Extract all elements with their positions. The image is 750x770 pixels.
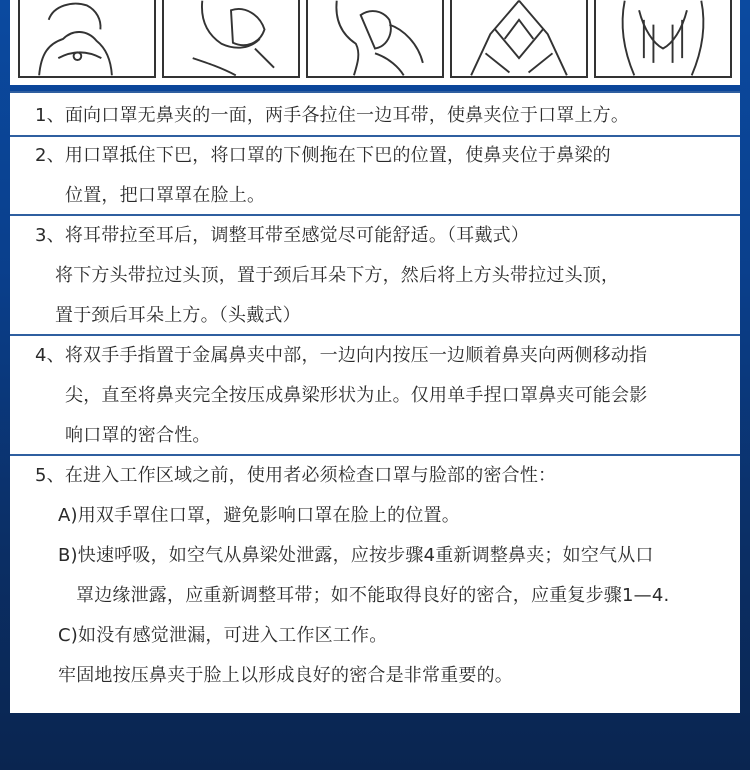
step-4-line-3: 响口罩的密合性。 — [65, 425, 211, 446]
separator — [10, 334, 740, 336]
illustration-strip — [10, 0, 740, 85]
step-5-item-c: C)如没有感觉泄漏，可进入工作区工作。 — [58, 625, 388, 646]
mask-under-chin-icon — [164, 0, 298, 76]
separator — [10, 454, 740, 456]
step-3-line-3: 置于颈后耳朵上方。（头戴式） — [55, 305, 301, 326]
face-mask-ear-loops-icon — [20, 0, 154, 76]
strap-over-head-icon — [308, 0, 442, 76]
step-5-item-b-line-1: B)快速呼吸，如空气从鼻梁处泄露，应按步骤4重新调整鼻夹；如空气从口 — [58, 545, 654, 566]
step-1-line-1: 1、面向口罩无鼻夹的一面，两手各拉住一边耳带，使鼻夹位于口罩上方。 — [35, 105, 630, 126]
step-5-item-a: A)用双手罩住口罩，避免影响口罩在脸上的位置。 — [58, 505, 460, 526]
step-5-illustration — [594, 0, 732, 78]
step-4-illustration — [450, 0, 588, 78]
separator — [10, 135, 740, 137]
step-2-line-1: 2、用口罩抵住下巴，将口罩的下侧拖在下巴的位置，使鼻夹位于鼻梁的 — [35, 145, 611, 166]
separator — [10, 214, 740, 216]
step-3-line-1: 3、将耳带拉至耳后，调整耳带至感觉尽可能舒适。（耳戴式） — [35, 225, 530, 246]
step-2-illustration — [162, 0, 300, 78]
step-5-item-b-line-2: 罩边缘泄露，应重新调整耳带；如不能取得良好的密合，应重复步骤1—4. — [76, 585, 670, 606]
step-3-illustration — [306, 0, 444, 78]
seal-check-hands-icon — [596, 0, 730, 76]
step-4-line-2: 尖，直至将鼻夹完全按压成鼻梁形状为止。仅用单手捏口罩鼻夹可能会影 — [65, 385, 648, 406]
step-3-line-2: 将下方头带拉过头顶，置于颈后耳朵下方，然后将上方头带拉过头顶， — [55, 265, 620, 286]
step-2-line-2: 位置，把口罩罩在脸上。 — [65, 185, 266, 206]
separator — [10, 91, 740, 93]
instructions-panel — [10, 91, 740, 713]
step-4-line-1: 4、将双手手指置于金属鼻夹中部，一边向内按压一边顺着鼻夹向两侧移动指 — [35, 345, 648, 366]
step-1-illustration — [18, 0, 156, 78]
pressing-nose-clip-icon — [452, 0, 586, 76]
step-5-note: 牢固地按压鼻夹于脸上以形成良好的密合是非常重要的。 — [58, 665, 513, 686]
step-5-line-1: 5、在进入工作区域之前，使用者必须检查口罩与脸部的密合性： — [35, 465, 557, 486]
